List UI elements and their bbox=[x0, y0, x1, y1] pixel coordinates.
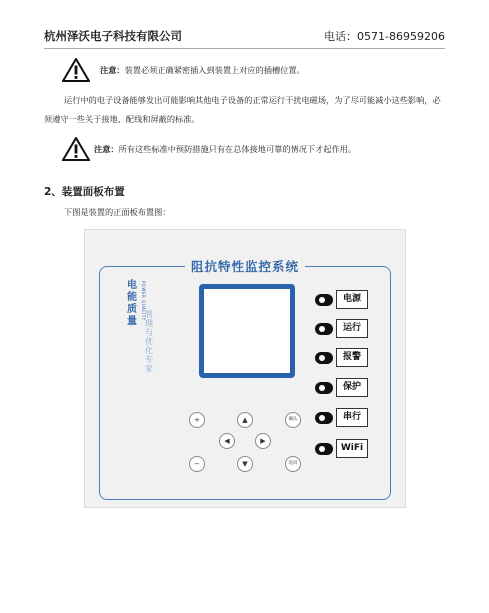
minus-key: − bbox=[189, 456, 205, 472]
indicator-led bbox=[315, 443, 333, 455]
company-name: 杭州泽沃电子科技有限公司 bbox=[44, 29, 182, 43]
indicator-protect bbox=[315, 378, 368, 397]
note-body: 装置必须正确紧密插入到装置上对应的插槽位置。 bbox=[124, 65, 305, 75]
up-arrow-key: ▲ bbox=[237, 412, 253, 428]
panel-title bbox=[85, 256, 405, 275]
note-label: 注意： bbox=[100, 65, 125, 75]
indicator-label: 报警 bbox=[336, 348, 368, 367]
indicator-run bbox=[315, 319, 368, 338]
section-intro: 下图是装置的正面板布置图： bbox=[64, 207, 171, 217]
note-label: 注意： bbox=[94, 144, 119, 154]
indicator-alarm bbox=[315, 348, 368, 367]
warning-icon bbox=[62, 58, 90, 82]
down-arrow-key: ▼ bbox=[237, 456, 253, 472]
indicator-led bbox=[315, 323, 333, 335]
warning-note-text bbox=[94, 143, 356, 155]
confirm-key: 确认 bbox=[285, 412, 301, 428]
right-arrow-key: ▶ bbox=[255, 433, 271, 449]
section-heading: 2、装置面板布置 bbox=[44, 186, 125, 198]
back-key: 返回 bbox=[285, 456, 301, 472]
indicator-serial bbox=[315, 408, 368, 427]
indicator-led bbox=[315, 382, 333, 394]
indicator-label: WiFi bbox=[336, 439, 368, 458]
phone-number: 电话：0571-86959206 bbox=[324, 30, 445, 43]
left-arrow-key: ◀ bbox=[219, 433, 235, 449]
header-divider bbox=[44, 48, 445, 49]
plus-key: + bbox=[189, 412, 205, 428]
indicator-label: 运行 bbox=[336, 319, 368, 338]
device-panel-image bbox=[84, 229, 406, 508]
warning-note-2 bbox=[62, 137, 356, 161]
indicator-label: 串行 bbox=[336, 408, 368, 427]
body-paragraph: 运行中的电子设备能够发出可能影响其他电子设备的正常运行干扰电磁场，为了尽可能减小这些影响，必须遵守一些关于接地、配线和屏蔽的标准。 bbox=[44, 95, 441, 124]
indicator-wifi bbox=[315, 439, 368, 458]
indicator-led bbox=[315, 352, 333, 364]
warning-note-1 bbox=[62, 58, 305, 82]
indicator-led bbox=[315, 294, 333, 306]
indicator-label: 保护 bbox=[336, 378, 368, 397]
warning-note-text bbox=[100, 64, 305, 76]
warning-icon bbox=[62, 137, 90, 161]
indicator-label: 电源 bbox=[336, 290, 368, 309]
lcd-screen bbox=[199, 284, 295, 378]
page-header bbox=[44, 28, 445, 48]
brand-slogan: 管理与优化专家 bbox=[145, 310, 153, 373]
indicator-led bbox=[315, 412, 333, 424]
indicator-power bbox=[315, 290, 368, 309]
brand-logo-en: POWER QUALITY bbox=[141, 281, 146, 321]
panel-title-text: 阻抗特性监控系统 bbox=[185, 259, 305, 274]
brand-logo-cn: 电能质量 bbox=[127, 280, 137, 327]
note-body: 所有这些标准中预防措施只有在总体接地可靠的情况下才起作用。 bbox=[118, 144, 357, 154]
